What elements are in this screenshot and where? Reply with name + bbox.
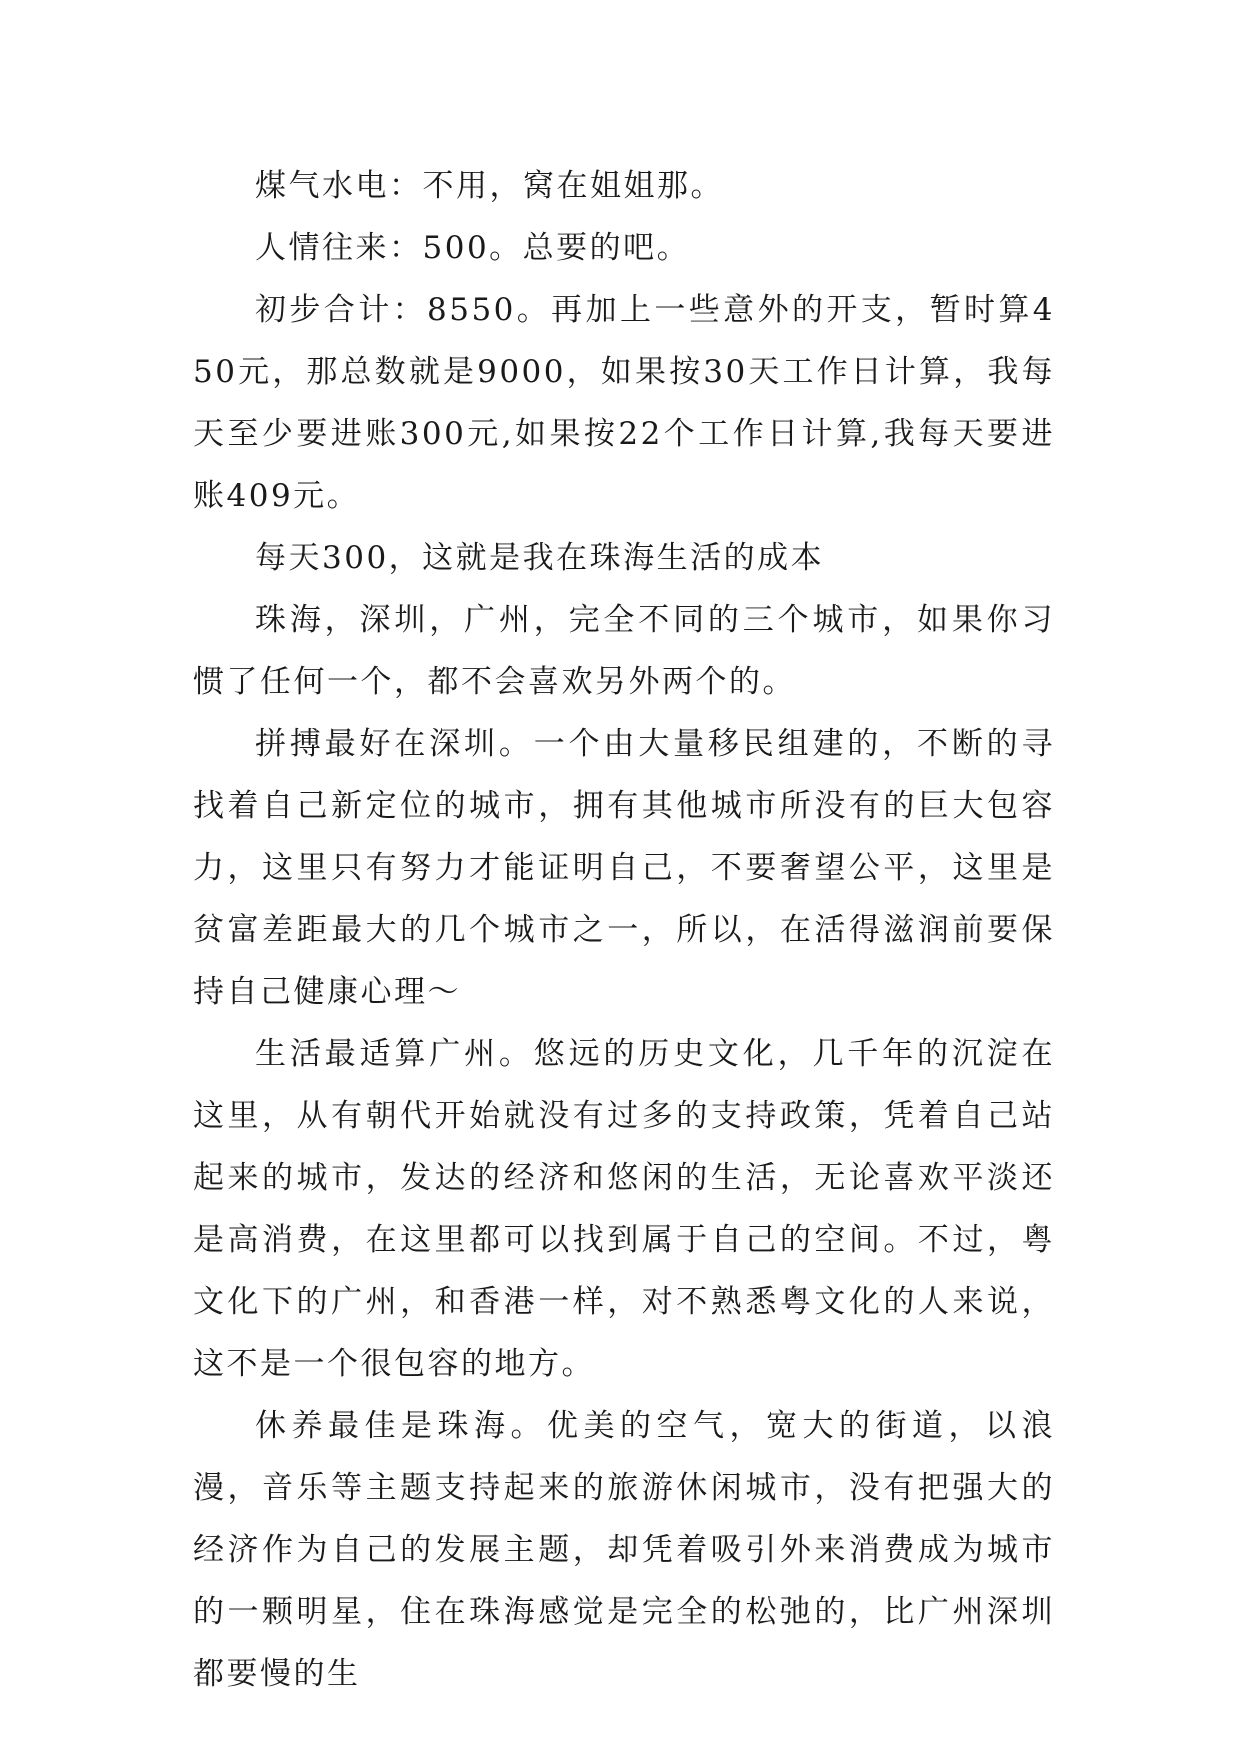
paragraph-social-expenses: 人情往来：500。总要的吧。: [255, 230, 691, 266]
paragraph-total-estimate: 初步合计：8550。再加上一些意外的开支，暂时算450元，那总数就是9000，如果按30天工作日计算，我每天至少要进账300元,如果按22个工作日计算,我每天要进账409元。: [193, 292, 1055, 514]
paragraph-three-cities: 珠海，深圳，广州，完全不同的三个城市，如果你习惯了任何一个，都不会喜欢另外两个的。: [193, 602, 1055, 700]
paragraph-zhuhai: 休养最佳是珠海。优美的空气，宽大的街道，以浪漫，音乐等主题支持起来的旅游休闲城市，没有把强大的经济作为自己的发展主题，却凭着吸引外来消费成为城市的一颗明星，住在珠海感觉是完全的松弛的，比广州深圳都要慢的生: [193, 1408, 1055, 1692]
paragraph-shenzhen: 拼搏最好在深圳。一个由大量移民组建的，不断的寻找着自己新定位的城市，拥有其他城市所没有的巨大包容力，这里只有努力才能证明自己，不要奢望公平，这里是贫富差距最大的几个城市之一，所以，在活得滋润前要保持自己健康心理～: [193, 726, 1055, 1010]
document-body: [193, 155, 1055, 1705]
paragraph-guangzhou: 生活最适算广州。悠远的历史文化，几千年的沉淀在这里，从有朝代开始就没有过多的支持政策，凭着自己站起来的城市，发达的经济和悠闲的生活，无论喜欢平淡还是高消费，在这里都可以找到属于自己的空间。不过，粤文化下的广州，和香港一样，对不熟悉粤文化的人来说，这不是一个很包容的地方。: [193, 1036, 1055, 1382]
paragraph-utilities: 煤气水电：不用，窝在姐姐那。: [255, 168, 724, 204]
paragraph-daily-cost: 每天300，这就是我在珠海生活的成本: [255, 540, 825, 576]
